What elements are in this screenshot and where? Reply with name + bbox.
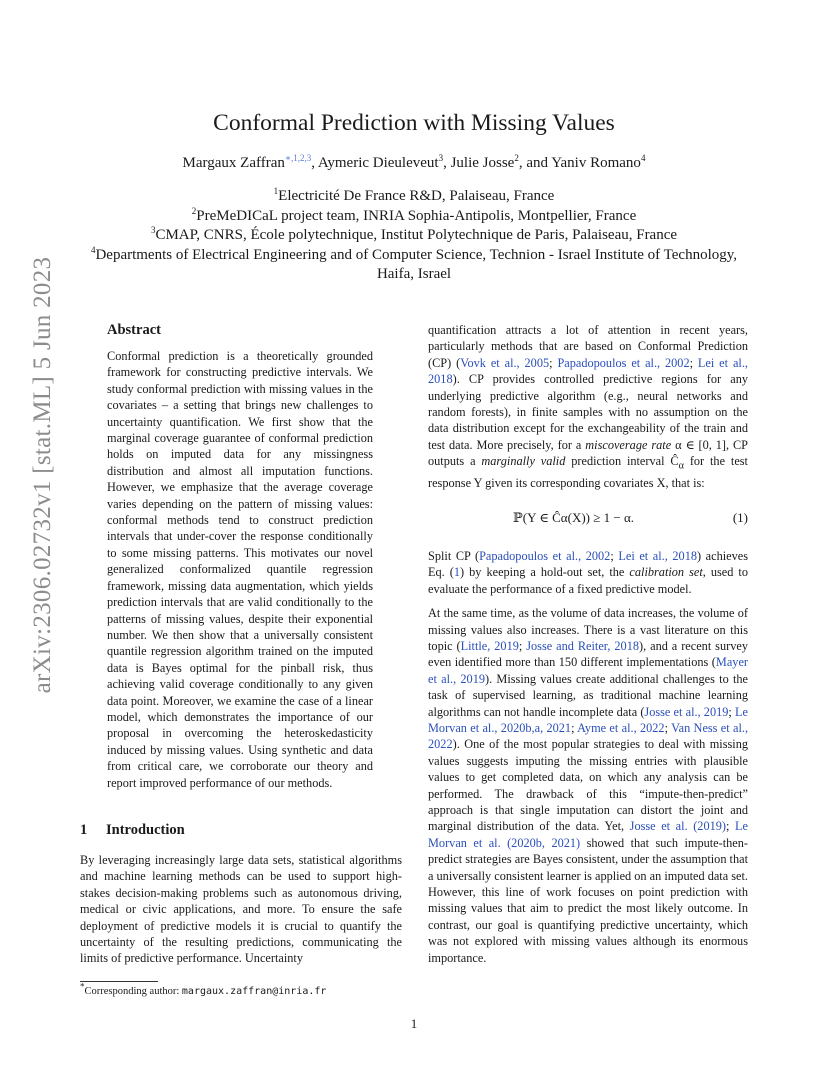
text-run: ; (728, 704, 735, 719)
intro-paragraph: By leveraging increasingly large data sets, statistical algorithms and machine learning methods can be used to support high-stakes decision-making problems such as autonomous driving, medical or civic applications, and more. To ensure the safe deployment of predictive models it is crucial to quantify the uncertainty of the resulting predictions, communicating the limits of predictive performance. Uncertainty (80, 853, 402, 966)
citation-link[interactable]: Le Morvan et al., 2020b,a, 2021 (428, 704, 748, 735)
affiliation-text: CMAP, CNRS, École polytechnique, Institut Polytechnique de Paris, Palaiseau, France (155, 227, 678, 243)
author-name: , and Yaniv Romano (518, 155, 641, 171)
citation-link[interactable]: Van Ness et al., 2022 (428, 720, 749, 752)
emphasis: marginally valid (481, 454, 566, 469)
affiliation-text: Departments of Electrical Engineering and of Computer Science, Technion - Israel Institute of Technology, Haifa, Israel (95, 246, 738, 282)
section-number: 1 (80, 822, 88, 838)
arxiv-sidebar-stamp (28, 256, 58, 694)
section-heading-introduction (80, 822, 185, 839)
footnote-rule (80, 981, 158, 982)
emphasis: miscoverage rate (585, 437, 672, 452)
equation-number: (1) (732, 509, 748, 525)
text-run: ; (571, 720, 578, 735)
citation-link[interactable]: Josse et al., 2019 (644, 704, 729, 719)
author-name: Margaux Zaffran (182, 155, 285, 171)
text-run: α ∈ [0, 1], CP outputs a (428, 437, 749, 469)
citation-link[interactable]: Papadopoulos et al., 2002 (479, 548, 611, 563)
author-affil-marks[interactable]: ∗,1,2,3 (284, 153, 312, 163)
affiliation-text: PreMeDICaL project team, INRIA Sophia-Antipolis, Montpellier, France (196, 207, 637, 224)
author-affil-marks: 2 (514, 153, 519, 163)
text-run: ), and a recent survey even identified more than 150 different implementations ( (428, 638, 748, 670)
author-name: , Julie Josse (443, 155, 515, 171)
text-run: prediction interval Ĉ (565, 454, 679, 469)
paragraph (428, 605, 748, 966)
text-run: ; (518, 638, 527, 653)
paper-title: Conformal Prediction with Missing Values (213, 110, 615, 136)
affiliation (90, 207, 738, 227)
text-run: ). CP provides controlled predictive regions for any underlying predictive algorithm (e.g., neural networks and random forests), in finite samples with no assumption on the data distribution except for the exchangeability of the train and test data. More precisely, for a (428, 372, 748, 452)
text-run: ). One of the most popular strategies to deal with missing values suggests imputing the missing entries with plausible values to get completed data, on which any analysis can be performed. The drawback of this “impute-then-predict” approach is that single imputation can distort the joint and marginal distribution of the data. Yet, (428, 737, 748, 834)
citation-link[interactable]: Lei et al., 2018 (428, 355, 748, 387)
text-run: ; (726, 819, 736, 834)
footnote-mark: * (80, 981, 85, 992)
text-run: ; (689, 355, 698, 370)
affiliation-mark: 4 (90, 244, 96, 255)
affiliation (90, 246, 738, 285)
text-run: ; (549, 355, 558, 370)
text-run: ). Missing values create additional challenges to the task of supervised learning, as traditional machine learning algorithms can not handle incomplete data ( (428, 671, 748, 719)
author-affil-marks: 3 (438, 153, 444, 163)
citation-link[interactable]: Le Morvan et al. (2020b, 2021) (428, 819, 748, 850)
subscript: α (678, 460, 684, 472)
citation-link[interactable]: Josse and Reiter, 2018 (526, 638, 639, 653)
right-column (428, 322, 748, 974)
text-run: quantification attracts a lot of attention in recent years, particularly methods that are based on Conformal Prediction (CP) ( (428, 323, 748, 370)
page-number: 1 (410, 1016, 418, 1031)
text-run: ; (610, 548, 619, 563)
text-run: , used to evaluate the performance of a fixed predictive model. (428, 565, 748, 596)
text-run: Split CP ( (428, 548, 480, 563)
section-title: Introduction (106, 822, 185, 838)
equation-1 (428, 510, 748, 526)
affiliation-mark: 3 (150, 225, 156, 235)
affiliation-text: Electricité De France R&D, Palaiseau, France (278, 188, 555, 204)
text-run: ) achieves Eq. ( (428, 548, 749, 580)
citation-link[interactable]: Lei et al., 2018 (618, 548, 697, 563)
citation-link[interactable]: Josse et al. (2019) (629, 819, 726, 834)
affiliation (90, 226, 738, 246)
equation-ref-link[interactable]: 1 (453, 565, 461, 580)
affiliation-mark: 2 (191, 205, 197, 216)
text-run: At the same time, as the volume of data increases, the volume of missing values also increases. There is a vast literature on this topic ( (428, 606, 748, 653)
paragraph (428, 548, 748, 597)
equation-formula: ℙ(Y ∈ Ĉα(X)) ≥ 1 − α. (513, 509, 635, 525)
arxiv-id: arXiv:2306.02732v1 [stat.ML] 5 Jun 2023 (29, 256, 56, 694)
text-run: ) by keeping a hold-out set, the (460, 565, 630, 580)
abstract-heading: Abstract (107, 322, 161, 338)
affiliation-list (90, 187, 738, 285)
citation-link[interactable]: Papadopoulos et al., 2002 (557, 355, 690, 370)
paragraph (428, 322, 748, 492)
citation-link[interactable]: Mayer et al., 2019 (428, 655, 748, 686)
footnote-email[interactable]: margaux.zaffran@inria.fr (181, 986, 327, 997)
affiliation-mark: 1 (273, 186, 279, 196)
affiliation (90, 187, 738, 207)
author-affil-marks: 4 (640, 153, 646, 163)
citation-link[interactable]: Little, 2019 (460, 638, 519, 653)
author-name: , Aymeric Dieuleveut (311, 155, 439, 171)
author-list (0, 155, 828, 172)
citation-link[interactable]: Ayme et al., 2022 (577, 720, 665, 735)
abstract-body: Conformal prediction is a theoretically grounded framework for constructing predictive intervals. We study conformal prediction with missing values in the covariates – a setting that brings new challenges to uncertainty quantification. We first show that the marginal coverage guarantee of conformal prediction holds on imputed data for any missingness distribution and almost all imputation functions. However, we emphasize that the average coverage varies depending on the pattern of missing values: conformal methods tend to construct prediction intervals that under-cover the response conditionally to some missing patterns. This motivates our novel generalized conformalized quantile regression framework, missing data augmentation, which yields prediction intervals that are valid conditionally to the patterns of missing values, despite their exponential number. We then show that a universally consistent quantile regression algorithm trained on the imputed data is Bayes optimal for the pinball risk, thus achieving valid coverage conditionally to any given data point. Moreover, we examine the case of a linear model, which demonstrates the importance of our proposal in overcoming the heteroskedasticity induced by missing values. Using synthetic and data from critical care, we corroborate our theory and report improved performance of our methods. (107, 349, 373, 790)
citation-link[interactable]: Vovk et al., 2005 (460, 355, 550, 370)
footnote-label: Corresponding author: (84, 986, 182, 997)
text-run: ; (664, 720, 672, 735)
emphasis: calibration set (629, 565, 703, 580)
text-run: for the test response Y given its corresponding covariates X, that is: (428, 454, 748, 491)
text-run: showed that such impute-then-predict strategies are Bayes consistent, under the assumption that a universally consistent learner is applied on an imputed data set. However, this line of work focuses on point prediction with missing values that aim to predict the most likely outcome. In contrast, our goal is quantifying predictive uncertainty, which was not explored with missing values although its enormous importance. (428, 835, 748, 965)
footnote (80, 981, 327, 997)
